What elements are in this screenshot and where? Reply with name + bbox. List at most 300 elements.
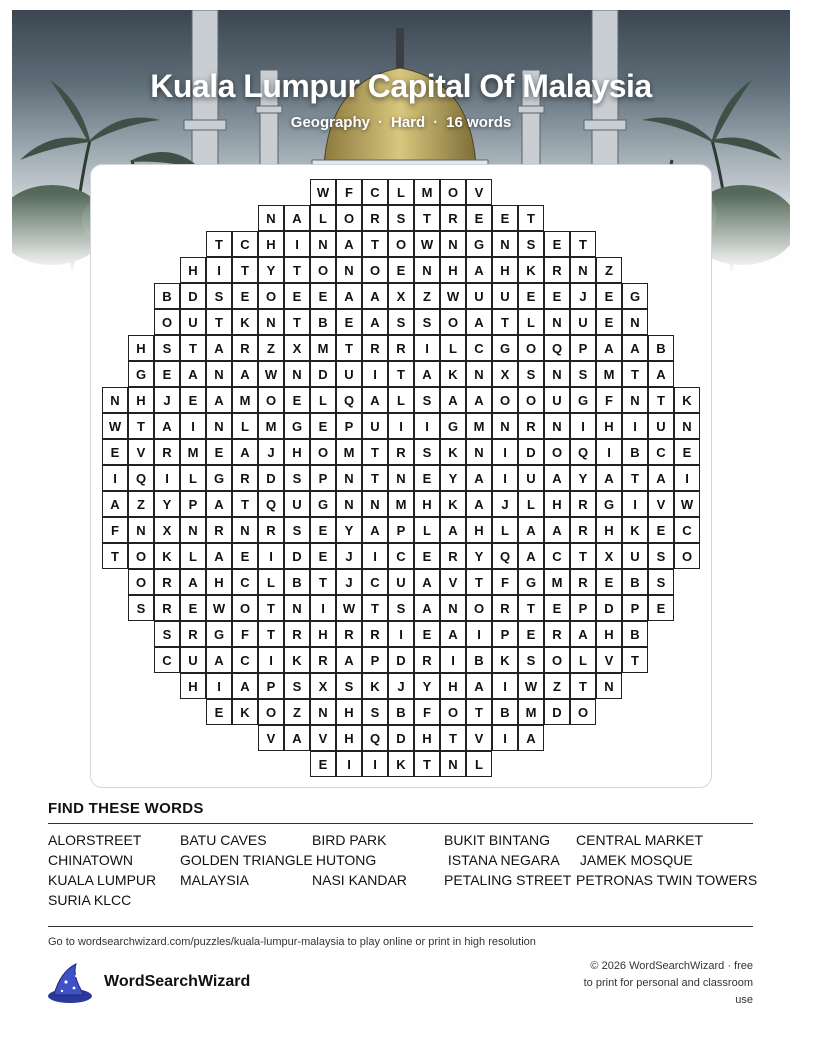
- grid-cell[interactable]: H: [336, 725, 362, 751]
- grid-cell[interactable]: Q: [544, 335, 570, 361]
- grid-cell[interactable]: E: [466, 205, 492, 231]
- grid-cell[interactable]: R: [544, 257, 570, 283]
- grid-cell[interactable]: E: [310, 751, 336, 777]
- grid-cell[interactable]: G: [310, 491, 336, 517]
- grid-cell[interactable]: I: [388, 413, 414, 439]
- grid-cell[interactable]: I: [440, 647, 466, 673]
- grid-cell[interactable]: U: [284, 491, 310, 517]
- grid-cell[interactable]: E: [284, 387, 310, 413]
- grid-cell[interactable]: U: [180, 647, 206, 673]
- grid-cell[interactable]: N: [284, 595, 310, 621]
- grid-cell[interactable]: I: [258, 543, 284, 569]
- grid-cell[interactable]: K: [518, 257, 544, 283]
- grid-cell[interactable]: N: [388, 465, 414, 491]
- grid-cell[interactable]: A: [648, 361, 674, 387]
- grid-cell[interactable]: R: [518, 413, 544, 439]
- grid-cell[interactable]: W: [440, 283, 466, 309]
- grid-cell[interactable]: P: [258, 673, 284, 699]
- grid-cell[interactable]: E: [518, 621, 544, 647]
- grid-cell[interactable]: C: [154, 647, 180, 673]
- grid-cell[interactable]: N: [102, 387, 128, 413]
- grid-cell[interactable]: B: [310, 309, 336, 335]
- grid-cell[interactable]: E: [414, 621, 440, 647]
- grid-cell[interactable]: J: [336, 543, 362, 569]
- grid-cell[interactable]: O: [154, 309, 180, 335]
- grid-cell[interactable]: E: [544, 283, 570, 309]
- grid-cell[interactable]: C: [674, 517, 700, 543]
- grid-cell[interactable]: R: [154, 595, 180, 621]
- grid-cell[interactable]: G: [128, 361, 154, 387]
- grid-cell[interactable]: N: [258, 205, 284, 231]
- grid-cell[interactable]: G: [518, 569, 544, 595]
- grid-cell[interactable]: A: [206, 543, 232, 569]
- grid-cell[interactable]: I: [492, 465, 518, 491]
- grid-cell[interactable]: M: [336, 439, 362, 465]
- grid-cell[interactable]: B: [284, 569, 310, 595]
- grid-cell[interactable]: K: [232, 699, 258, 725]
- grid-cell[interactable]: L: [232, 413, 258, 439]
- grid-cell[interactable]: V: [310, 725, 336, 751]
- grid-cell[interactable]: G: [596, 491, 622, 517]
- grid-cell[interactable]: N: [440, 231, 466, 257]
- grid-cell[interactable]: O: [518, 335, 544, 361]
- grid-cell[interactable]: S: [570, 361, 596, 387]
- grid-cell[interactable]: K: [232, 309, 258, 335]
- grid-cell[interactable]: H: [414, 491, 440, 517]
- grid-cell[interactable]: K: [440, 361, 466, 387]
- grid-cell[interactable]: T: [362, 439, 388, 465]
- grid-cell[interactable]: Y: [154, 491, 180, 517]
- grid-cell[interactable]: E: [336, 309, 362, 335]
- grid-cell[interactable]: N: [622, 309, 648, 335]
- grid-cell[interactable]: D: [388, 647, 414, 673]
- grid-cell[interactable]: E: [232, 283, 258, 309]
- grid-cell[interactable]: V: [466, 179, 492, 205]
- grid-cell[interactable]: Z: [596, 257, 622, 283]
- grid-cell[interactable]: S: [128, 595, 154, 621]
- grid-cell[interactable]: T: [414, 205, 440, 231]
- grid-cell[interactable]: I: [180, 413, 206, 439]
- grid-cell[interactable]: E: [414, 465, 440, 491]
- grid-cell[interactable]: R: [414, 647, 440, 673]
- grid-cell[interactable]: O: [544, 647, 570, 673]
- grid-cell[interactable]: N: [284, 361, 310, 387]
- grid-cell[interactable]: H: [128, 387, 154, 413]
- grid-cell[interactable]: S: [414, 439, 440, 465]
- grid-cell[interactable]: S: [414, 387, 440, 413]
- grid-cell[interactable]: O: [258, 283, 284, 309]
- grid-cell[interactable]: K: [440, 439, 466, 465]
- grid-cell[interactable]: T: [570, 673, 596, 699]
- grid-cell[interactable]: E: [180, 595, 206, 621]
- grid-cell[interactable]: A: [466, 387, 492, 413]
- grid-cell[interactable]: Z: [128, 491, 154, 517]
- grid-cell[interactable]: B: [492, 699, 518, 725]
- grid-cell[interactable]: T: [258, 621, 284, 647]
- grid-cell[interactable]: A: [596, 335, 622, 361]
- grid-cell[interactable]: G: [466, 231, 492, 257]
- grid-cell[interactable]: A: [336, 647, 362, 673]
- grid-cell[interactable]: J: [154, 387, 180, 413]
- grid-cell[interactable]: A: [362, 387, 388, 413]
- grid-cell[interactable]: I: [206, 257, 232, 283]
- grid-cell[interactable]: C: [648, 439, 674, 465]
- grid-cell[interactable]: I: [570, 413, 596, 439]
- grid-cell[interactable]: H: [180, 257, 206, 283]
- grid-cell[interactable]: Z: [258, 335, 284, 361]
- grid-cell[interactable]: N: [414, 257, 440, 283]
- grid-cell[interactable]: T: [232, 491, 258, 517]
- grid-cell[interactable]: R: [232, 335, 258, 361]
- grid-cell[interactable]: C: [232, 569, 258, 595]
- grid-cell[interactable]: P: [570, 595, 596, 621]
- grid-cell[interactable]: D: [180, 283, 206, 309]
- grid-cell[interactable]: S: [284, 465, 310, 491]
- grid-cell[interactable]: N: [492, 413, 518, 439]
- grid-cell[interactable]: X: [284, 335, 310, 361]
- grid-cell[interactable]: T: [284, 309, 310, 335]
- grid-cell[interactable]: S: [414, 309, 440, 335]
- grid-cell[interactable]: Z: [544, 673, 570, 699]
- grid-cell[interactable]: G: [570, 387, 596, 413]
- grid-cell[interactable]: I: [492, 439, 518, 465]
- grid-cell[interactable]: C: [544, 543, 570, 569]
- grid-cell[interactable]: O: [310, 257, 336, 283]
- grid-cell[interactable]: V: [128, 439, 154, 465]
- grid-cell[interactable]: N: [544, 309, 570, 335]
- grid-cell[interactable]: X: [310, 673, 336, 699]
- grid-cell[interactable]: O: [440, 179, 466, 205]
- grid-cell[interactable]: R: [362, 335, 388, 361]
- grid-cell[interactable]: D: [544, 699, 570, 725]
- grid-cell[interactable]: J: [336, 569, 362, 595]
- grid-cell[interactable]: E: [284, 283, 310, 309]
- grid-cell[interactable]: N: [206, 413, 232, 439]
- grid-cell[interactable]: A: [570, 621, 596, 647]
- grid-cell[interactable]: B: [648, 335, 674, 361]
- grid-cell[interactable]: J: [570, 283, 596, 309]
- grid-cell[interactable]: R: [362, 205, 388, 231]
- grid-cell[interactable]: J: [258, 439, 284, 465]
- grid-cell[interactable]: E: [154, 361, 180, 387]
- grid-cell[interactable]: N: [232, 517, 258, 543]
- grid-cell[interactable]: H: [544, 491, 570, 517]
- grid-cell[interactable]: A: [206, 491, 232, 517]
- grid-cell[interactable]: S: [336, 673, 362, 699]
- grid-cell[interactable]: W: [258, 361, 284, 387]
- grid-cell[interactable]: L: [180, 465, 206, 491]
- grid-cell[interactable]: I: [362, 751, 388, 777]
- grid-cell[interactable]: M: [232, 387, 258, 413]
- grid-cell[interactable]: M: [258, 413, 284, 439]
- grid-cell[interactable]: P: [570, 335, 596, 361]
- grid-cell[interactable]: Y: [414, 673, 440, 699]
- grid-cell[interactable]: L: [180, 543, 206, 569]
- grid-cell[interactable]: I: [258, 647, 284, 673]
- grid-cell[interactable]: H: [128, 335, 154, 361]
- grid-cell[interactable]: Y: [570, 465, 596, 491]
- grid-cell[interactable]: E: [206, 699, 232, 725]
- grid-cell[interactable]: T: [336, 335, 362, 361]
- grid-cell[interactable]: A: [414, 361, 440, 387]
- grid-cell[interactable]: B: [622, 621, 648, 647]
- grid-cell[interactable]: R: [388, 439, 414, 465]
- grid-cell[interactable]: Z: [414, 283, 440, 309]
- grid-cell[interactable]: R: [154, 569, 180, 595]
- grid-cell[interactable]: H: [596, 413, 622, 439]
- grid-cell[interactable]: L: [388, 179, 414, 205]
- grid-cell[interactable]: S: [362, 699, 388, 725]
- grid-cell[interactable]: S: [648, 569, 674, 595]
- grid-cell[interactable]: A: [206, 335, 232, 361]
- grid-cell[interactable]: E: [414, 543, 440, 569]
- grid-cell[interactable]: L: [466, 751, 492, 777]
- grid-cell[interactable]: O: [674, 543, 700, 569]
- grid-cell[interactable]: H: [310, 621, 336, 647]
- grid-cell[interactable]: T: [284, 257, 310, 283]
- grid-cell[interactable]: I: [414, 335, 440, 361]
- grid-cell[interactable]: U: [466, 283, 492, 309]
- grid-cell[interactable]: D: [258, 465, 284, 491]
- grid-cell[interactable]: B: [466, 647, 492, 673]
- grid-cell[interactable]: F: [414, 699, 440, 725]
- grid-cell[interactable]: L: [518, 491, 544, 517]
- grid-cell[interactable]: A: [440, 621, 466, 647]
- grid-cell[interactable]: O: [336, 205, 362, 231]
- grid-cell[interactable]: T: [258, 595, 284, 621]
- grid-cell[interactable]: N: [336, 491, 362, 517]
- grid-cell[interactable]: T: [128, 413, 154, 439]
- grid-cell[interactable]: E: [674, 439, 700, 465]
- grid-cell[interactable]: A: [284, 205, 310, 231]
- grid-cell[interactable]: T: [388, 361, 414, 387]
- grid-cell[interactable]: L: [518, 309, 544, 335]
- grid-cell[interactable]: R: [310, 647, 336, 673]
- grid-cell[interactable]: I: [622, 491, 648, 517]
- grid-cell[interactable]: V: [258, 725, 284, 751]
- grid-cell[interactable]: A: [544, 517, 570, 543]
- grid-cell[interactable]: T: [518, 595, 544, 621]
- grid-cell[interactable]: H: [596, 517, 622, 543]
- grid-cell[interactable]: P: [310, 465, 336, 491]
- grid-cell[interactable]: E: [310, 413, 336, 439]
- grid-cell[interactable]: I: [102, 465, 128, 491]
- grid-cell[interactable]: F: [336, 179, 362, 205]
- grid-cell[interactable]: N: [128, 517, 154, 543]
- grid-cell[interactable]: S: [518, 647, 544, 673]
- grid-cell[interactable]: I: [362, 361, 388, 387]
- grid-cell[interactable]: C: [362, 569, 388, 595]
- grid-cell[interactable]: D: [284, 543, 310, 569]
- grid-cell[interactable]: V: [648, 491, 674, 517]
- grid-cell[interactable]: R: [440, 543, 466, 569]
- grid-cell[interactable]: M: [596, 361, 622, 387]
- grid-cell[interactable]: S: [388, 205, 414, 231]
- grid-cell[interactable]: H: [414, 725, 440, 751]
- grid-cell[interactable]: Y: [466, 543, 492, 569]
- grid-cell[interactable]: M: [414, 179, 440, 205]
- grid-cell[interactable]: A: [622, 335, 648, 361]
- grid-cell[interactable]: F: [596, 387, 622, 413]
- grid-cell[interactable]: T: [206, 231, 232, 257]
- grid-cell[interactable]: Q: [258, 491, 284, 517]
- grid-cell[interactable]: P: [180, 491, 206, 517]
- grid-cell[interactable]: G: [440, 413, 466, 439]
- grid-cell[interactable]: O: [518, 387, 544, 413]
- grid-cell[interactable]: T: [648, 387, 674, 413]
- grid-cell[interactable]: A: [596, 465, 622, 491]
- grid-cell[interactable]: T: [440, 725, 466, 751]
- grid-cell[interactable]: T: [570, 543, 596, 569]
- grid-cell[interactable]: O: [128, 543, 154, 569]
- grid-cell[interactable]: R: [362, 621, 388, 647]
- grid-cell[interactable]: T: [414, 751, 440, 777]
- grid-cell[interactable]: B: [622, 439, 648, 465]
- grid-cell[interactable]: U: [180, 309, 206, 335]
- grid-cell[interactable]: N: [180, 517, 206, 543]
- grid-cell[interactable]: X: [492, 361, 518, 387]
- grid-cell[interactable]: W: [102, 413, 128, 439]
- grid-cell[interactable]: G: [206, 465, 232, 491]
- grid-cell[interactable]: K: [388, 751, 414, 777]
- grid-cell[interactable]: D: [518, 439, 544, 465]
- grid-cell[interactable]: N: [544, 413, 570, 439]
- grid-cell[interactable]: Q: [492, 543, 518, 569]
- grid-cell[interactable]: R: [232, 465, 258, 491]
- grid-cell[interactable]: O: [440, 309, 466, 335]
- grid-cell[interactable]: G: [284, 413, 310, 439]
- grid-cell[interactable]: L: [310, 387, 336, 413]
- grid-cell[interactable]: A: [206, 647, 232, 673]
- grid-cell[interactable]: H: [180, 673, 206, 699]
- grid-cell[interactable]: A: [518, 725, 544, 751]
- grid-cell[interactable]: J: [388, 673, 414, 699]
- grid-cell[interactable]: P: [362, 647, 388, 673]
- grid-cell[interactable]: N: [466, 439, 492, 465]
- grid-cell[interactable]: L: [570, 647, 596, 673]
- grid-cell[interactable]: A: [362, 517, 388, 543]
- grid-cell[interactable]: L: [414, 517, 440, 543]
- grid-cell[interactable]: D: [388, 725, 414, 751]
- grid-cell[interactable]: A: [154, 413, 180, 439]
- grid-cell[interactable]: O: [570, 699, 596, 725]
- grid-cell[interactable]: C: [466, 335, 492, 361]
- grid-cell[interactable]: Q: [570, 439, 596, 465]
- grid-cell[interactable]: O: [544, 439, 570, 465]
- grid-cell[interactable]: A: [466, 309, 492, 335]
- grid-cell[interactable]: R: [180, 621, 206, 647]
- grid-cell[interactable]: M: [518, 699, 544, 725]
- grid-cell[interactable]: C: [232, 647, 258, 673]
- grid-cell[interactable]: D: [596, 595, 622, 621]
- grid-cell[interactable]: T: [570, 231, 596, 257]
- grid-cell[interactable]: D: [310, 361, 336, 387]
- grid-cell[interactable]: O: [388, 231, 414, 257]
- grid-cell[interactable]: A: [414, 569, 440, 595]
- grid-cell[interactable]: U: [518, 465, 544, 491]
- grid-cell[interactable]: K: [284, 647, 310, 673]
- grid-cell[interactable]: E: [310, 543, 336, 569]
- grid-cell[interactable]: X: [388, 283, 414, 309]
- grid-cell[interactable]: A: [518, 543, 544, 569]
- grid-cell[interactable]: A: [466, 465, 492, 491]
- grid-cell[interactable]: N: [362, 491, 388, 517]
- grid-cell[interactable]: R: [440, 205, 466, 231]
- grid-cell[interactable]: N: [206, 361, 232, 387]
- grid-cell[interactable]: T: [206, 309, 232, 335]
- grid-cell[interactable]: A: [284, 725, 310, 751]
- grid-cell[interactable]: N: [336, 257, 362, 283]
- grid-cell[interactable]: W: [518, 673, 544, 699]
- grid-cell[interactable]: E: [102, 439, 128, 465]
- grid-cell[interactable]: R: [388, 335, 414, 361]
- grid-cell[interactable]: T: [518, 205, 544, 231]
- grid-cell[interactable]: O: [258, 387, 284, 413]
- grid-cell[interactable]: S: [154, 335, 180, 361]
- grid-cell[interactable]: O: [258, 699, 284, 725]
- grid-cell[interactable]: I: [466, 621, 492, 647]
- grid-cell[interactable]: L: [440, 335, 466, 361]
- grid-cell[interactable]: K: [154, 543, 180, 569]
- grid-cell[interactable]: M: [466, 413, 492, 439]
- grid-cell[interactable]: R: [570, 517, 596, 543]
- grid-cell[interactable]: S: [648, 543, 674, 569]
- grid-cell[interactable]: E: [648, 595, 674, 621]
- grid-cell[interactable]: R: [258, 517, 284, 543]
- grid-cell[interactable]: T: [622, 361, 648, 387]
- grid-cell[interactable]: A: [206, 387, 232, 413]
- grid-cell[interactable]: S: [284, 673, 310, 699]
- grid-cell[interactable]: H: [492, 257, 518, 283]
- grid-cell[interactable]: K: [440, 491, 466, 517]
- grid-cell[interactable]: T: [180, 335, 206, 361]
- grid-cell[interactable]: A: [232, 673, 258, 699]
- grid-cell[interactable]: H: [284, 439, 310, 465]
- grid-cell[interactable]: T: [362, 465, 388, 491]
- grid-cell[interactable]: E: [544, 231, 570, 257]
- grid-cell[interactable]: I: [674, 465, 700, 491]
- grid-cell[interactable]: T: [362, 595, 388, 621]
- grid-cell[interactable]: L: [310, 205, 336, 231]
- grid-cell[interactable]: W: [336, 595, 362, 621]
- grid-cell[interactable]: Q: [128, 465, 154, 491]
- grid-cell[interactable]: I: [414, 413, 440, 439]
- grid-cell[interactable]: A: [102, 491, 128, 517]
- grid-cell[interactable]: N: [440, 595, 466, 621]
- grid-cell[interactable]: G: [622, 283, 648, 309]
- grid-cell[interactable]: N: [310, 231, 336, 257]
- grid-cell[interactable]: S: [518, 361, 544, 387]
- grid-cell[interactable]: G: [206, 621, 232, 647]
- grid-cell[interactable]: R: [206, 517, 232, 543]
- grid-cell[interactable]: Y: [258, 257, 284, 283]
- grid-cell[interactable]: E: [648, 517, 674, 543]
- grid-cell[interactable]: A: [232, 439, 258, 465]
- grid-cell[interactable]: B: [388, 699, 414, 725]
- grid-cell[interactable]: H: [596, 621, 622, 647]
- grid-cell[interactable]: A: [336, 231, 362, 257]
- grid-cell[interactable]: R: [284, 621, 310, 647]
- grid-cell[interactable]: H: [440, 673, 466, 699]
- grid-cell[interactable]: E: [596, 309, 622, 335]
- grid-cell[interactable]: C: [388, 543, 414, 569]
- grid-cell[interactable]: W: [674, 491, 700, 517]
- grid-cell[interactable]: N: [440, 751, 466, 777]
- grid-cell[interactable]: I: [388, 621, 414, 647]
- grid-cell[interactable]: P: [492, 621, 518, 647]
- grid-cell[interactable]: A: [336, 283, 362, 309]
- grid-cell[interactable]: T: [102, 543, 128, 569]
